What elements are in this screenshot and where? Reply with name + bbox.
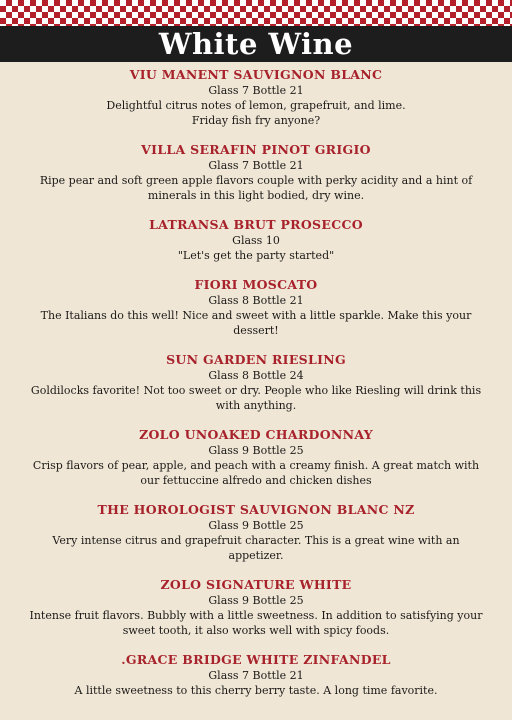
wine-name: VIU MANENT SAUVIGNON BLANC [129,67,383,82]
wine-price: Glass 9 Bottle 25 [208,444,304,457]
wine-price: Glass 9 Bottle 25 [208,519,304,532]
wine-price: Glass 7 Bottle 21 [208,669,304,682]
wine-name: SUN GARDEN RIESLING [166,352,346,367]
wine-price: Glass 7 Bottle 21 [208,159,304,172]
wine-description: The Italians do this well! Nice and sweet with a little sparkle. Make this your dessert! [40,309,472,337]
wine-price: Glass 8 Bottle 24 [208,369,304,382]
wine-name: .GRACE BRIDGE WHITE ZINFANDEL [121,652,391,667]
wine-price: Glass 8 Bottle 21 [208,294,304,307]
wine-item [0,276,512,338]
wine-list [0,66,512,711]
wine-item [0,576,512,638]
wine-name: FIORI MOSCATO [194,277,318,292]
wine-item [0,141,512,203]
wine-description: Intense fruit flavors. Bubbly with a little sweetness. In addition to satisfying your sweet tooth, it also works well with spicy foods. [29,609,483,637]
wine-description: Crisp flavors of pear, apple, and peach with a creamy finish. A great match with our fettuccine alfredo and chicken dishes [32,459,480,487]
wine-description: Very intense citrus and grapefruit character. This is a great wine with an appetizer. [52,534,460,562]
wine-item [0,426,512,488]
wine-description: Ripe pear and soft green apple flavors couple with perky acidity and a hint of minerals in this light bodied, dry wine. [39,174,473,202]
checkered-border [0,0,512,26]
page-title: White Wine [158,27,354,61]
wine-name: LATRANSA BRUT PROSECCO [149,217,363,232]
wine-item [0,351,512,413]
wine-description: Delightful citrus notes of lemon, grapefruit, and lime. [106,99,406,112]
wine-price: Glass 10 [232,234,280,247]
wine-item [0,501,512,563]
wine-description: A little sweetness to this cherry berry taste. A long time favorite. [74,684,438,697]
wine-description-note: Friday fish fry anyone? [191,114,321,127]
title-banner [0,26,512,62]
wine-name: THE HOROLOGIST SAUVIGNON BLANC NZ [97,502,415,517]
wine-item [0,216,512,263]
wine-name: ZOLO UNOAKED CHARDONNAY [139,427,373,442]
wine-item [0,651,512,698]
wine-price: Glass 9 Bottle 25 [208,594,304,607]
wine-price: Glass 7 Bottle 21 [208,84,304,97]
wine-description: Goldilocks favorite! Not too sweet or dry. People who like Riesling will drink this with anything. [30,384,482,412]
wine-name: VILLA SERAFIN PINOT GRIGIO [141,142,371,157]
wine-item [0,66,512,128]
wine-description: "Let's get the party started" [177,249,335,262]
wine-name: ZOLO SIGNATURE WHITE [160,577,352,592]
